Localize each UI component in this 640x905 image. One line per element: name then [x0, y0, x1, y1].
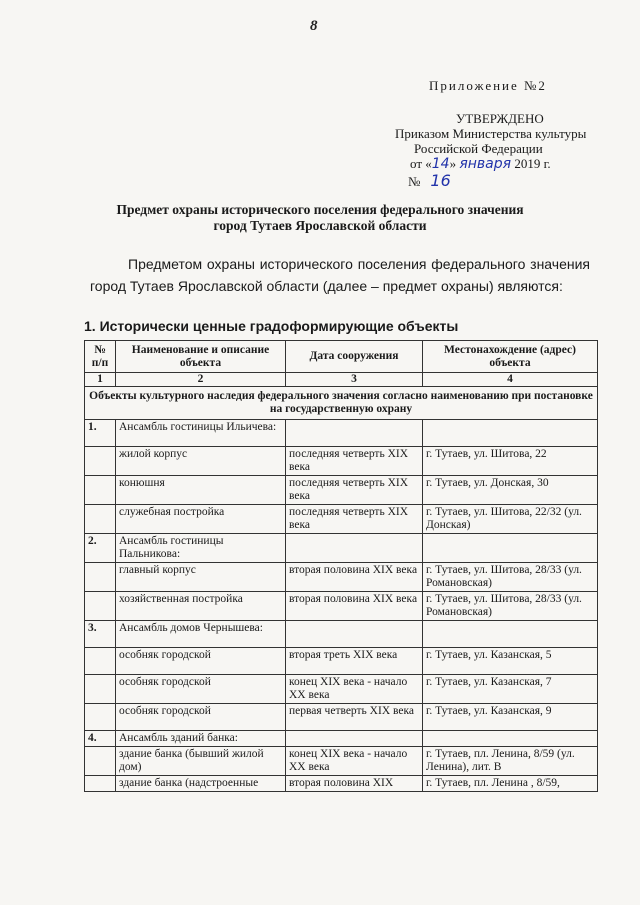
row-name-cell: хозяйственная постройка [116, 592, 286, 621]
index-cell: 4 [423, 373, 598, 387]
page-number: 8 [310, 18, 318, 34]
row-address-cell: г. Тутаев, ул. Шитова, 22/32 (ул. Донская) [423, 505, 598, 534]
row-name-cell: Ансамбль зданий банка: [116, 731, 286, 747]
row-date-cell: вторая половина XIX [286, 776, 423, 792]
section-title: 1. Исторически ценные градоформирующие объекты [84, 318, 459, 334]
row-date-cell: последняя четверть XIX века [286, 447, 423, 476]
table-row [85, 447, 598, 476]
row-number-cell [85, 648, 116, 675]
header-name: Наименование и описание объекта [116, 341, 286, 373]
row-name-cell: Ансамбль гостиницы Ильичева: [116, 420, 286, 447]
index-cell: 1 [85, 373, 116, 387]
row-address-cell: г. Тутаев, ул. Шитова, 28/33 (ул. Романовская) [423, 592, 598, 621]
row-date-cell: вторая половина XIX века [286, 592, 423, 621]
row-name-cell: Ансамбль домов Чернышева: [116, 621, 286, 648]
row-number-cell [85, 476, 116, 505]
table-header-row [85, 341, 598, 373]
number-handwritten: 16 [430, 171, 451, 190]
row-address-cell: г. Тутаев, ул. Казанская, 7 [423, 675, 598, 704]
table-row [85, 592, 598, 621]
row-address-cell [423, 731, 598, 747]
table-row [85, 563, 598, 592]
date-day-handwritten: 14 [431, 156, 450, 172]
row-date-cell: вторая половина XIX века [286, 563, 423, 592]
header-date: Дата сооружения [286, 341, 423, 373]
row-name-cell: особняк городской [116, 704, 286, 731]
number-label: № [408, 174, 421, 189]
row-date-cell: последняя четверть XIX века [286, 476, 423, 505]
table-row [85, 420, 598, 447]
title-line-1: Предмет охраны исторического поселения федерального значения [116, 202, 524, 217]
approval-date [360, 156, 600, 172]
row-number-cell [85, 776, 116, 792]
document-title [60, 202, 580, 234]
row-date-cell: вторая треть XIX века [286, 648, 423, 675]
approval-stamp [360, 111, 600, 189]
row-number-cell [85, 563, 116, 592]
header-address: Местонахождение (адрес) объекта [423, 341, 598, 373]
row-address-cell: г. Тутаев, ул. Казанская, 9 [423, 704, 598, 731]
row-name-cell: здание банка (бывший жилой дом) [116, 747, 286, 776]
table-row [85, 675, 598, 704]
table-row [85, 505, 598, 534]
row-name-cell: особняк городской [116, 648, 286, 675]
table-category-row [85, 387, 598, 420]
row-date-cell [286, 621, 423, 648]
row-number-cell [85, 505, 116, 534]
row-address-cell [423, 621, 598, 648]
row-number-cell [85, 675, 116, 704]
table-row [85, 776, 598, 792]
row-number-cell: 4. [85, 731, 116, 747]
table-row [85, 476, 598, 505]
row-date-cell [286, 420, 423, 447]
category-cell: Объекты культурного наследия федерального значения согласно наименованию при постановке на государственную охрану [85, 387, 598, 420]
row-name-cell: здание банка (надстроенные [116, 776, 286, 792]
row-name-cell: жилой корпус [116, 447, 286, 476]
date-prefix: от « [410, 156, 432, 171]
row-address-cell: г. Тутаев, ул. Шитова, 28/33 (ул. Романовская) [423, 563, 598, 592]
row-name-cell: главный корпус [116, 563, 286, 592]
appendix-label: Приложение №2 [429, 78, 547, 93]
row-name-cell: конюшня [116, 476, 286, 505]
row-address-cell: г. Тутаев, ул. Шитова, 22 [423, 447, 598, 476]
row-number-cell [85, 704, 116, 731]
index-cell: 3 [286, 373, 423, 387]
row-address-cell: г. Тутаев, ул. Казанская, 5 [423, 648, 598, 675]
row-address-cell: г. Тутаев, пл. Ленина , 8/59, [423, 776, 598, 792]
table-index-row [85, 373, 598, 387]
row-number-cell: 1. [85, 420, 116, 447]
row-address-cell [423, 534, 598, 563]
row-address-cell: г. Тутаев, пл. Ленина, 8/59 (ул. Ленина), лит. В [423, 747, 598, 776]
objects-table [84, 340, 598, 792]
row-date-cell: последняя четверть XIX века [286, 505, 423, 534]
approval-line-ministry: Приказом Министерства культуры [395, 126, 587, 141]
row-date-cell: конец XIX века - начало XX века [286, 675, 423, 704]
row-name-cell: служебная постройка [116, 505, 286, 534]
approval-line-federation: Российской Федерации [414, 141, 543, 156]
row-date-cell: первая четверть XIX века [286, 704, 423, 731]
row-date-cell: конец XIX века - начало XX века [286, 747, 423, 776]
index-cell: 2 [116, 373, 286, 387]
header-num: № п/п [85, 341, 116, 373]
approval-line-approved: УТВЕРЖДЕНО [456, 111, 544, 126]
table-row [85, 648, 598, 675]
title-line-2: город Тутаев Ярославской области [213, 218, 427, 233]
row-name-cell: особняк городской [116, 675, 286, 704]
table-row [85, 704, 598, 731]
row-name-cell: Ансамбль гостиницы Пальникова: [116, 534, 286, 563]
date-mid: » [449, 156, 460, 171]
row-address-cell [423, 420, 598, 447]
intro-paragraph: Предметом охраны исторического поселения федерального значения город Тутаев Ярославской области (далее – предмет охраны) являются: [90, 256, 590, 294]
row-number-cell [85, 592, 116, 621]
table-row [85, 621, 598, 648]
row-date-cell [286, 534, 423, 563]
row-date-cell [286, 731, 423, 747]
row-number-cell [85, 447, 116, 476]
row-number-cell: 2. [85, 534, 116, 563]
date-suffix: 2019 г. [511, 156, 551, 171]
table-row [85, 534, 598, 563]
row-number-cell [85, 747, 116, 776]
date-month-handwritten: января [459, 156, 512, 172]
approval-number [360, 173, 600, 189]
row-number-cell: 3. [85, 621, 116, 648]
table-row [85, 731, 598, 747]
table-row [85, 747, 598, 776]
row-address-cell: г. Тутаев, ул. Донская, 30 [423, 476, 598, 505]
